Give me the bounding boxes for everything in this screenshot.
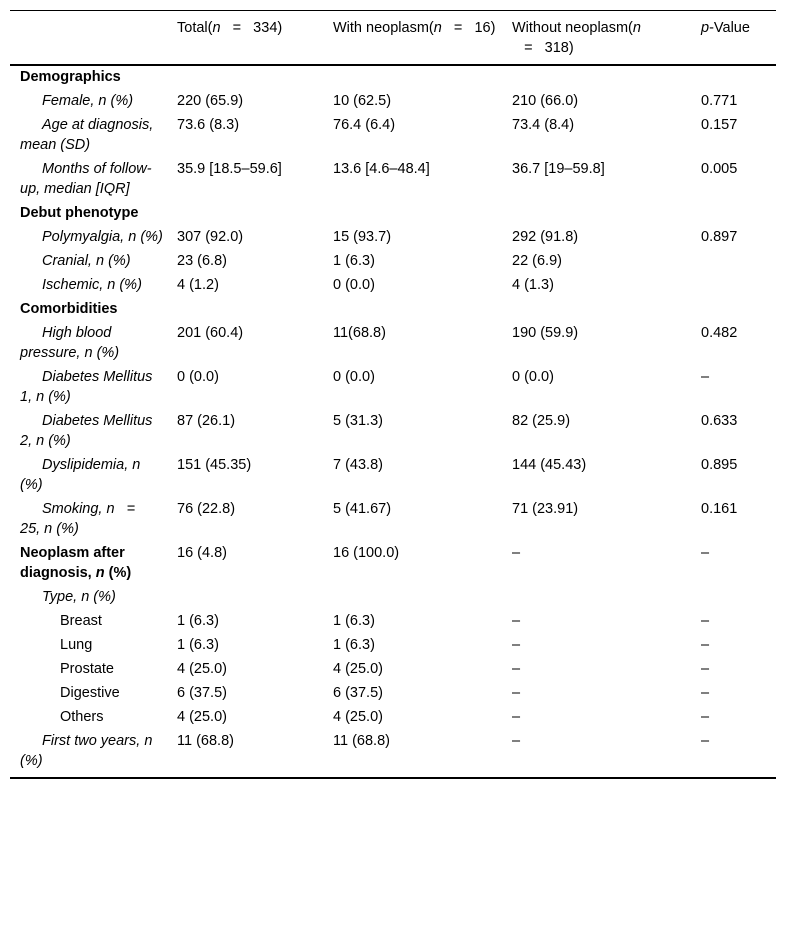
cell-with: 16 (100.0): [333, 545, 400, 561]
cell-p: –: [691, 730, 776, 778]
cell-total: 76 (22.8): [177, 501, 236, 517]
table-row: [10, 498, 776, 542]
cell-p: 0.005: [701, 161, 738, 177]
cell-p: –: [701, 685, 710, 701]
cell-p: 0.895: [701, 457, 738, 473]
cell-total: 35.9 [18.5–59.6]: [177, 161, 282, 177]
cell-total: 4 (1.2): [177, 277, 219, 293]
header-with-neoplasm: With neoplasm(n = 16): [323, 11, 502, 66]
cell-without: –: [512, 545, 521, 561]
table-row: [10, 366, 776, 410]
table-row: [10, 634, 776, 658]
row-label: Diabetes Mellitus 1, n (%): [20, 369, 153, 405]
cell-without: –: [512, 637, 521, 653]
row-label: Others: [60, 709, 104, 725]
cell-with: 0 (0.0): [333, 369, 375, 385]
row-label: Digestive: [60, 685, 120, 701]
cell-total: 23 (6.8): [177, 253, 227, 269]
cell-with: 11(68.8): [333, 325, 386, 341]
cell-without: 36.7 [19–59.8]: [512, 161, 605, 177]
table-row: [10, 90, 776, 114]
cell-p: 0.161: [701, 501, 738, 517]
row-label: Dyslipidemia, n (%): [20, 457, 141, 493]
cell-total: 151 (45.35): [177, 457, 252, 473]
table-row: [10, 226, 776, 250]
cell-total: 220 (65.9): [177, 93, 244, 109]
table-row: [10, 706, 776, 730]
cell-without: 22 (6.9): [512, 253, 562, 269]
row-label: Age at diagnosis, mean (SD): [20, 117, 154, 153]
cell-with: 1 (6.3): [333, 253, 375, 269]
cell-p: –: [701, 369, 710, 385]
cell-with: 10 (62.5): [333, 93, 392, 109]
cell-p: 0.771: [701, 93, 738, 109]
header-blank: [10, 11, 167, 66]
cell-with: 5 (41.67): [333, 501, 392, 517]
section-demographics: Demographics: [20, 69, 121, 85]
section-row: [10, 65, 776, 90]
row-label: Smoking, n = 25, n (%): [20, 501, 148, 537]
cell-p: 0.157: [701, 117, 738, 133]
table-row: [10, 658, 776, 682]
section-row: [10, 298, 776, 322]
cell-without: –: [512, 709, 521, 725]
cell-without: 71 (23.91): [512, 501, 579, 517]
data-table: [10, 10, 776, 779]
cell-p: –: [701, 661, 710, 677]
section-neoplasm-after-diagnosis: Neoplasm after diagnosis, n (%): [20, 545, 132, 581]
table-row: [10, 114, 776, 158]
section-row: [10, 202, 776, 226]
cell-p: –: [701, 637, 710, 653]
cell-without: –: [502, 730, 691, 778]
row-label: First two years, n (%): [10, 730, 167, 778]
cell-total: 73.6 (8.3): [177, 117, 240, 133]
cell-with: 13.6 [4.6–48.4]: [333, 161, 430, 177]
cell-p: 0.633: [701, 413, 738, 429]
row-label: High blood pressure, n (%): [20, 325, 120, 361]
cell-p: –: [701, 613, 710, 629]
cell-p: –: [701, 545, 710, 561]
row-label: Lung: [60, 637, 93, 653]
cell-total: 4 (25.0): [177, 709, 227, 725]
cell-total: 1 (6.3): [177, 613, 219, 629]
row-label: Prostate: [60, 661, 114, 677]
section-comorbidities: Comorbidities: [20, 301, 118, 317]
cell-p: [691, 274, 776, 298]
cell-total: 6 (37.5): [177, 685, 227, 701]
table-header: [10, 11, 776, 66]
cell-without: –: [512, 661, 521, 677]
cell-without: 0 (0.0): [512, 369, 554, 385]
table-row: [10, 586, 776, 610]
cell-p: 0.897: [701, 229, 738, 245]
row-label: Cranial, n (%): [42, 253, 131, 269]
header-p-value: p-Value: [691, 11, 776, 66]
header-row: [10, 11, 776, 66]
row-label: Ischemic, n (%): [42, 277, 142, 293]
cell-without: 82 (25.9): [512, 413, 571, 429]
row-label: Female, n (%): [42, 93, 134, 109]
table-row: [10, 682, 776, 706]
header-total: Total(n = 334): [167, 11, 323, 66]
cell-with: 6 (37.5): [333, 685, 383, 701]
cell-p: [691, 250, 776, 274]
cell-with: 1 (6.3): [333, 637, 375, 653]
table-row: [10, 250, 776, 274]
cell-with: 11 (68.8): [323, 730, 502, 778]
cell-without: 73.4 (8.4): [512, 117, 575, 133]
cell-with: 7 (43.8): [333, 457, 383, 473]
table-row: [10, 454, 776, 498]
cell-total: 307 (92.0): [177, 229, 244, 245]
cell-with: 0 (0.0): [333, 277, 375, 293]
cell-with: 76.4 (6.4): [333, 117, 396, 133]
cell-p: 0.482: [701, 325, 738, 341]
table-body: [10, 65, 776, 778]
header-without-neoplasm: Without neoplasm(n = 318): [502, 11, 691, 66]
cell-total: 87 (26.1): [177, 413, 236, 429]
cell-without: 144 (45.43): [512, 457, 587, 473]
cell-without: –: [512, 685, 521, 701]
cell-without: 292 (91.8): [512, 229, 579, 245]
cell-total: 16 (4.8): [177, 545, 227, 561]
cell-with: 4 (25.0): [333, 661, 383, 677]
cell-with: 5 (31.3): [333, 413, 383, 429]
cell-without: 210 (66.0): [512, 93, 579, 109]
cell-without: –: [512, 613, 521, 629]
row-label: Type, n (%): [42, 589, 116, 605]
table-row: [10, 410, 776, 454]
table-row: [10, 158, 776, 202]
row-label: Polymyalgia, n (%): [42, 229, 163, 245]
cell-total: 201 (60.4): [177, 325, 244, 341]
table-row: [10, 274, 776, 298]
row-label: Months of follow-up, median [IQR]: [20, 161, 152, 197]
table-row: [10, 730, 776, 778]
cell-total: 4 (25.0): [177, 661, 227, 677]
cell-p: –: [701, 709, 710, 725]
row-label: Diabetes Mellitus 2, n (%): [20, 413, 153, 449]
cell-with: 4 (25.0): [333, 709, 383, 725]
cell-total: 0 (0.0): [177, 369, 219, 385]
section-debut-phenotype: Debut phenotype: [20, 205, 139, 221]
cell-with: 1 (6.3): [333, 613, 375, 629]
cell-with: 15 (93.7): [333, 229, 392, 245]
table-row: [10, 542, 776, 586]
cell-without: 190 (59.9): [512, 325, 579, 341]
cell-total: 11 (68.8): [167, 730, 323, 778]
cell-without: 4 (1.3): [512, 277, 554, 293]
row-label: Breast: [60, 613, 102, 629]
table-row: [10, 610, 776, 634]
cell-total: 1 (6.3): [177, 637, 219, 653]
table-row: [10, 322, 776, 366]
